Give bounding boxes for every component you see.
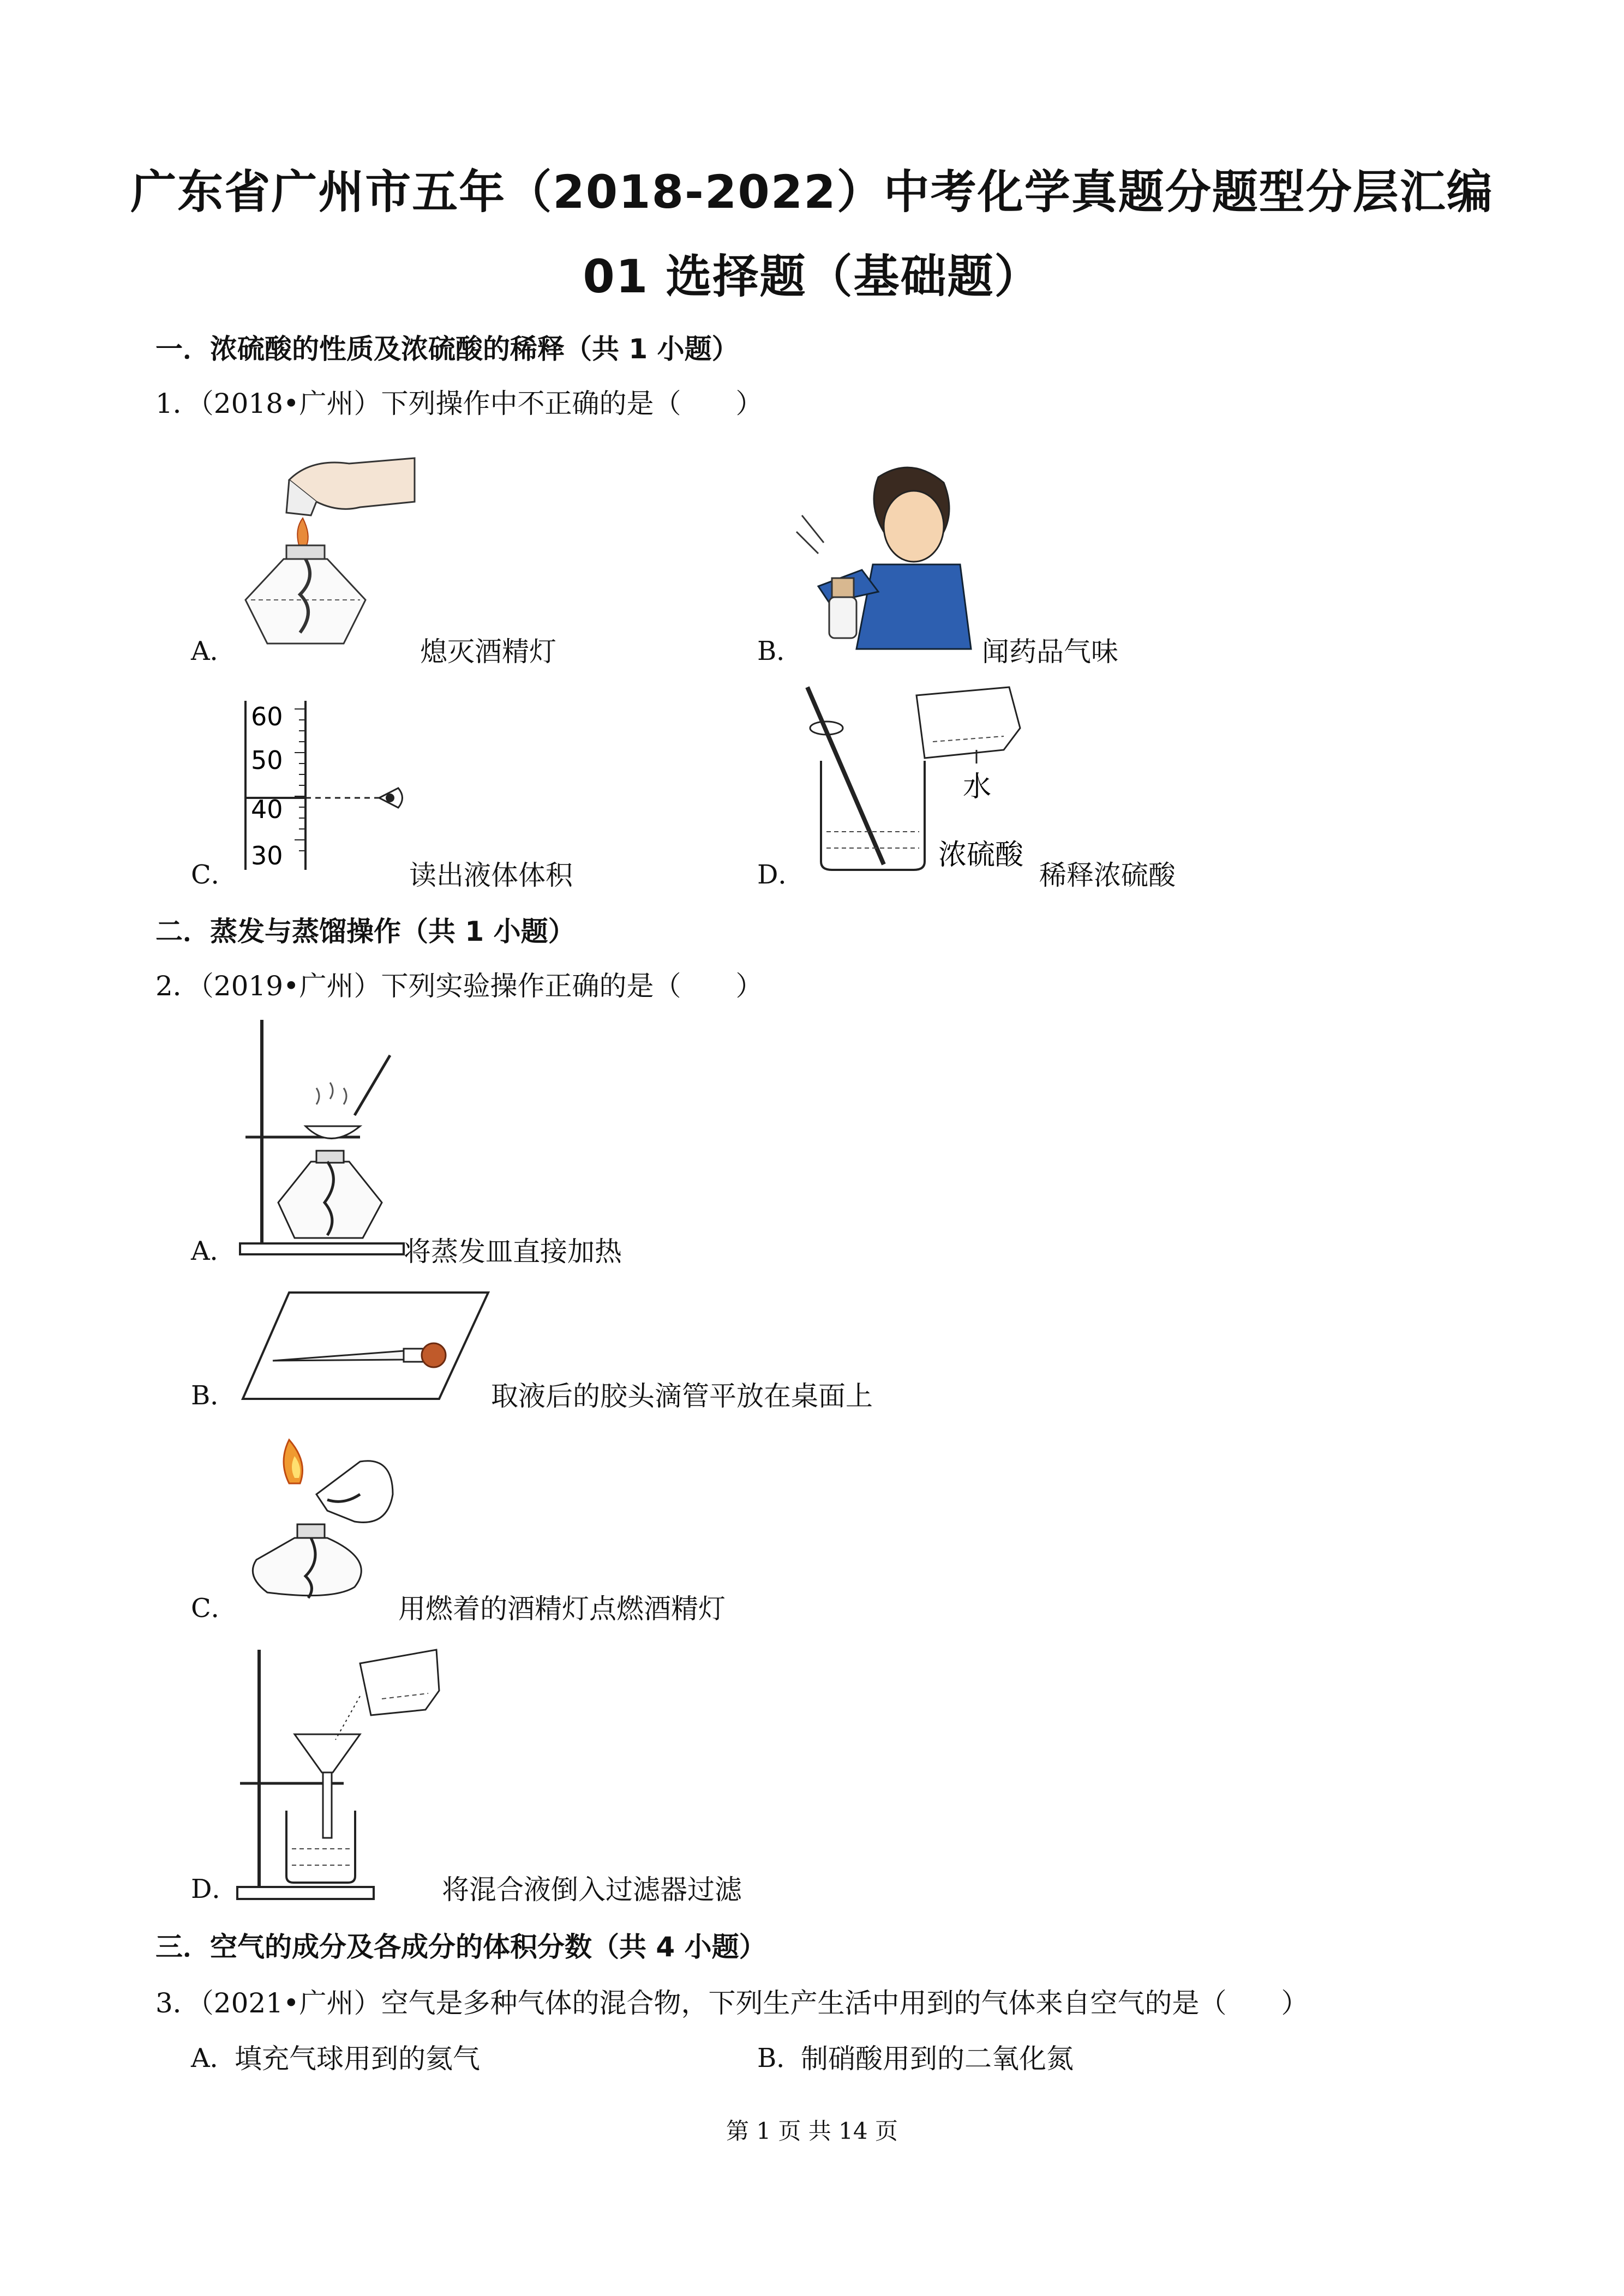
q2-option-b-caption: 取液后的胶头滴管平放在桌面上 (491, 1380, 873, 1412)
q1-b-figure (796, 461, 982, 649)
q2-option-d-label: D． (191, 1874, 238, 1904)
section-heading-1: 一．浓硫酸的性质及浓硫酸的稀释（共 1 小题） (155, 333, 739, 365)
q2-option-c-caption: 用燃着的酒精灯点燃酒精灯 (398, 1593, 726, 1625)
q1-a-figure (235, 447, 420, 654)
q2-c-figure (235, 1434, 398, 1603)
section-heading-3: 三．空气的成分及各成分的体积分数（共 4 小题） (155, 1931, 766, 1963)
doc-title-line2: 01 选择题（基础题） (583, 250, 1041, 303)
q1-option-d-label: D． (757, 860, 805, 890)
question-2: 2．（2019•广州）下列实验操作正确的是（ ） (155, 970, 763, 1002)
q2-a-figure (235, 1017, 409, 1257)
q3-option-b-caption: 制硝酸用到的二氧化氮 (801, 2043, 1074, 2075)
q2-option-a-caption: 将蒸发皿直接加热 (404, 1236, 622, 1267)
q2-option-c-label: C． (191, 1593, 237, 1624)
q3-option-a-caption: 填充气球用到的氦气 (235, 2043, 480, 2075)
cylinder-tick-60: 60 (251, 702, 283, 731)
q1-option-b-caption: 闻药品气味 (982, 636, 1118, 668)
q2-d-figure (235, 1647, 442, 1903)
section-heading-2: 二．蒸发与蒸馏操作（共 1 小题） (155, 916, 576, 947)
q2-b-figure (240, 1290, 491, 1404)
beaker-label-acid: 浓硫酸 (938, 839, 1024, 871)
q1-d-figure (802, 684, 1036, 881)
question-1: 1．（2018•广州）下列操作中不正确的是（ ） (155, 388, 763, 419)
q2-option-a-label: A． (191, 1236, 236, 1266)
beaker-label-water: 水 (963, 771, 992, 803)
page-footer: 第 1 页 共 14 页 (726, 2118, 898, 2144)
q3-option-a-label: A． (191, 2043, 236, 2073)
q1-option-b-label: B． (757, 636, 803, 666)
cylinder-tick-40: 40 (251, 795, 283, 824)
q1-option-a-caption: 熄灭酒精灯 (420, 636, 556, 668)
cylinder-tick-50: 50 (251, 746, 283, 775)
q1-option-d-caption: 稀释浓硫酸 (1039, 860, 1176, 891)
q1-c-figure (240, 701, 415, 875)
q2-option-b-label: B． (191, 1380, 237, 1411)
question-3: 3．（2021•广州）空气是多种气体的混合物，下列生产生活中用到的气体来自空气的是（ ） (155, 1987, 1309, 2019)
q1-option-c-caption: 读出液体体积 (409, 860, 573, 891)
q2-option-d-caption: 将混合液倒入过滤器过滤 (442, 1874, 742, 1906)
q1-option-a-label: A． (191, 636, 236, 666)
q3-option-b-label: B． (757, 2043, 803, 2073)
q1-option-c-label: C． (191, 860, 237, 890)
cylinder-tick-30: 30 (251, 841, 283, 870)
doc-title-line1: 广东省广州市五年（2018-2022）中考化学真题分题型分层汇编 (130, 165, 1494, 219)
